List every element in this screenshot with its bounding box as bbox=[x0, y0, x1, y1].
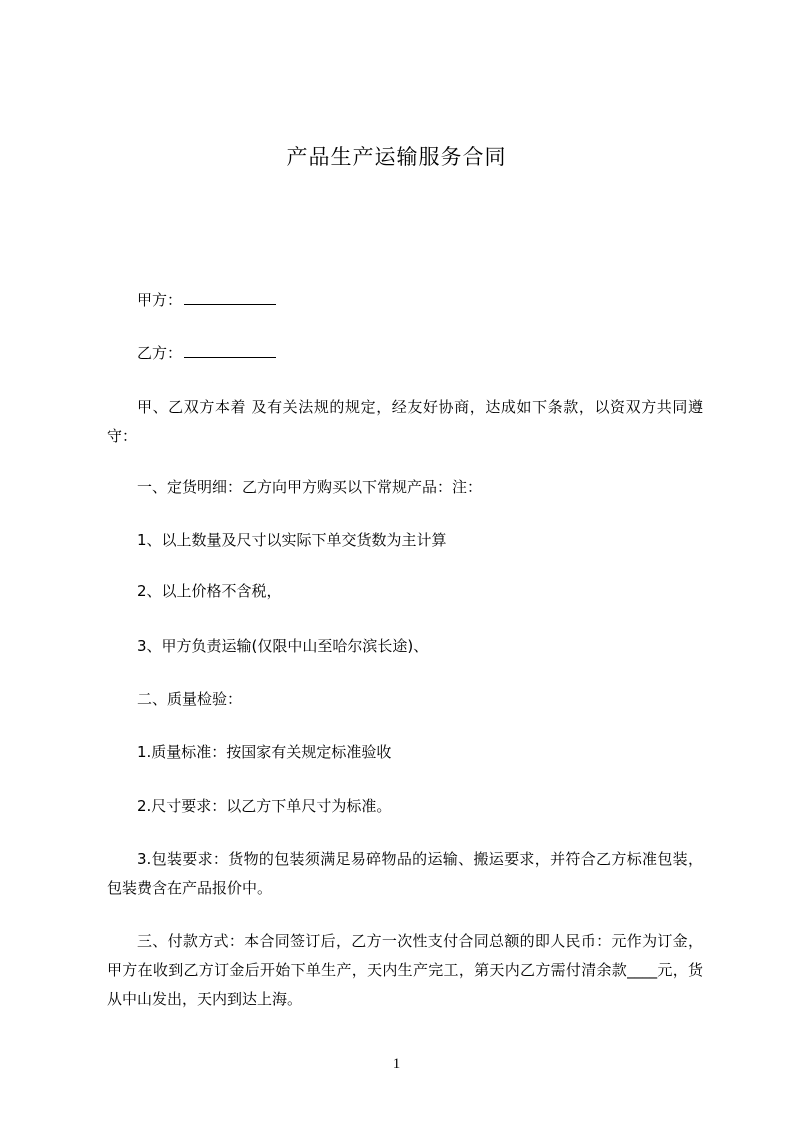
quality-item-3: 3.包装要求：货物的包装须满足易碎物品的运输、搬运要求，并符合乙方标准包装，包装费含在产品报价中。 bbox=[107, 850, 703, 897]
section2-heading: 二、质量检验： bbox=[137, 690, 243, 708]
party-b-blank bbox=[184, 342, 276, 358]
party-a-line bbox=[137, 286, 276, 315]
party-b-label: 乙方： bbox=[137, 344, 183, 362]
payment-section: 三、付款方式：本合同签订后，乙方一次性支付合同总额的即人民币：元作为订金，甲方在收到乙方订金后开始下单生产，天内生产完工，第天内乙方需付清余款____元，货从中山发出，天内到达上海。 bbox=[107, 932, 703, 1008]
intro-paragraph: 甲、乙双方本着 及有关法规的规定，经友好协商，达成如下条款，以资双方共同遵守： bbox=[107, 398, 703, 445]
party-a-blank bbox=[184, 289, 276, 305]
section1-heading: 一、定货明细：乙方向甲方购买以下常规产品：注： bbox=[137, 478, 483, 496]
page-number: 1 bbox=[392, 1056, 401, 1072]
document-title: 产品生产运输服务合同 bbox=[286, 145, 507, 169]
party-a-label: 甲方： bbox=[137, 291, 183, 309]
note-3: 3、甲方负责运输(仅限中山至哈尔滨长途)、 bbox=[137, 637, 429, 655]
note-2: 2、以上价格不含税， bbox=[137, 582, 282, 600]
quality-item-1: 1.质量标准：按国家有关规定标准验收 bbox=[137, 743, 392, 761]
quality-item-2: 2.尺寸要求：以乙方下单尺寸为标准。 bbox=[137, 797, 392, 815]
party-b-line bbox=[137, 339, 276, 368]
note-1: 1、以上数量及尺寸以实际下单交货数为主计算 bbox=[137, 531, 447, 549]
